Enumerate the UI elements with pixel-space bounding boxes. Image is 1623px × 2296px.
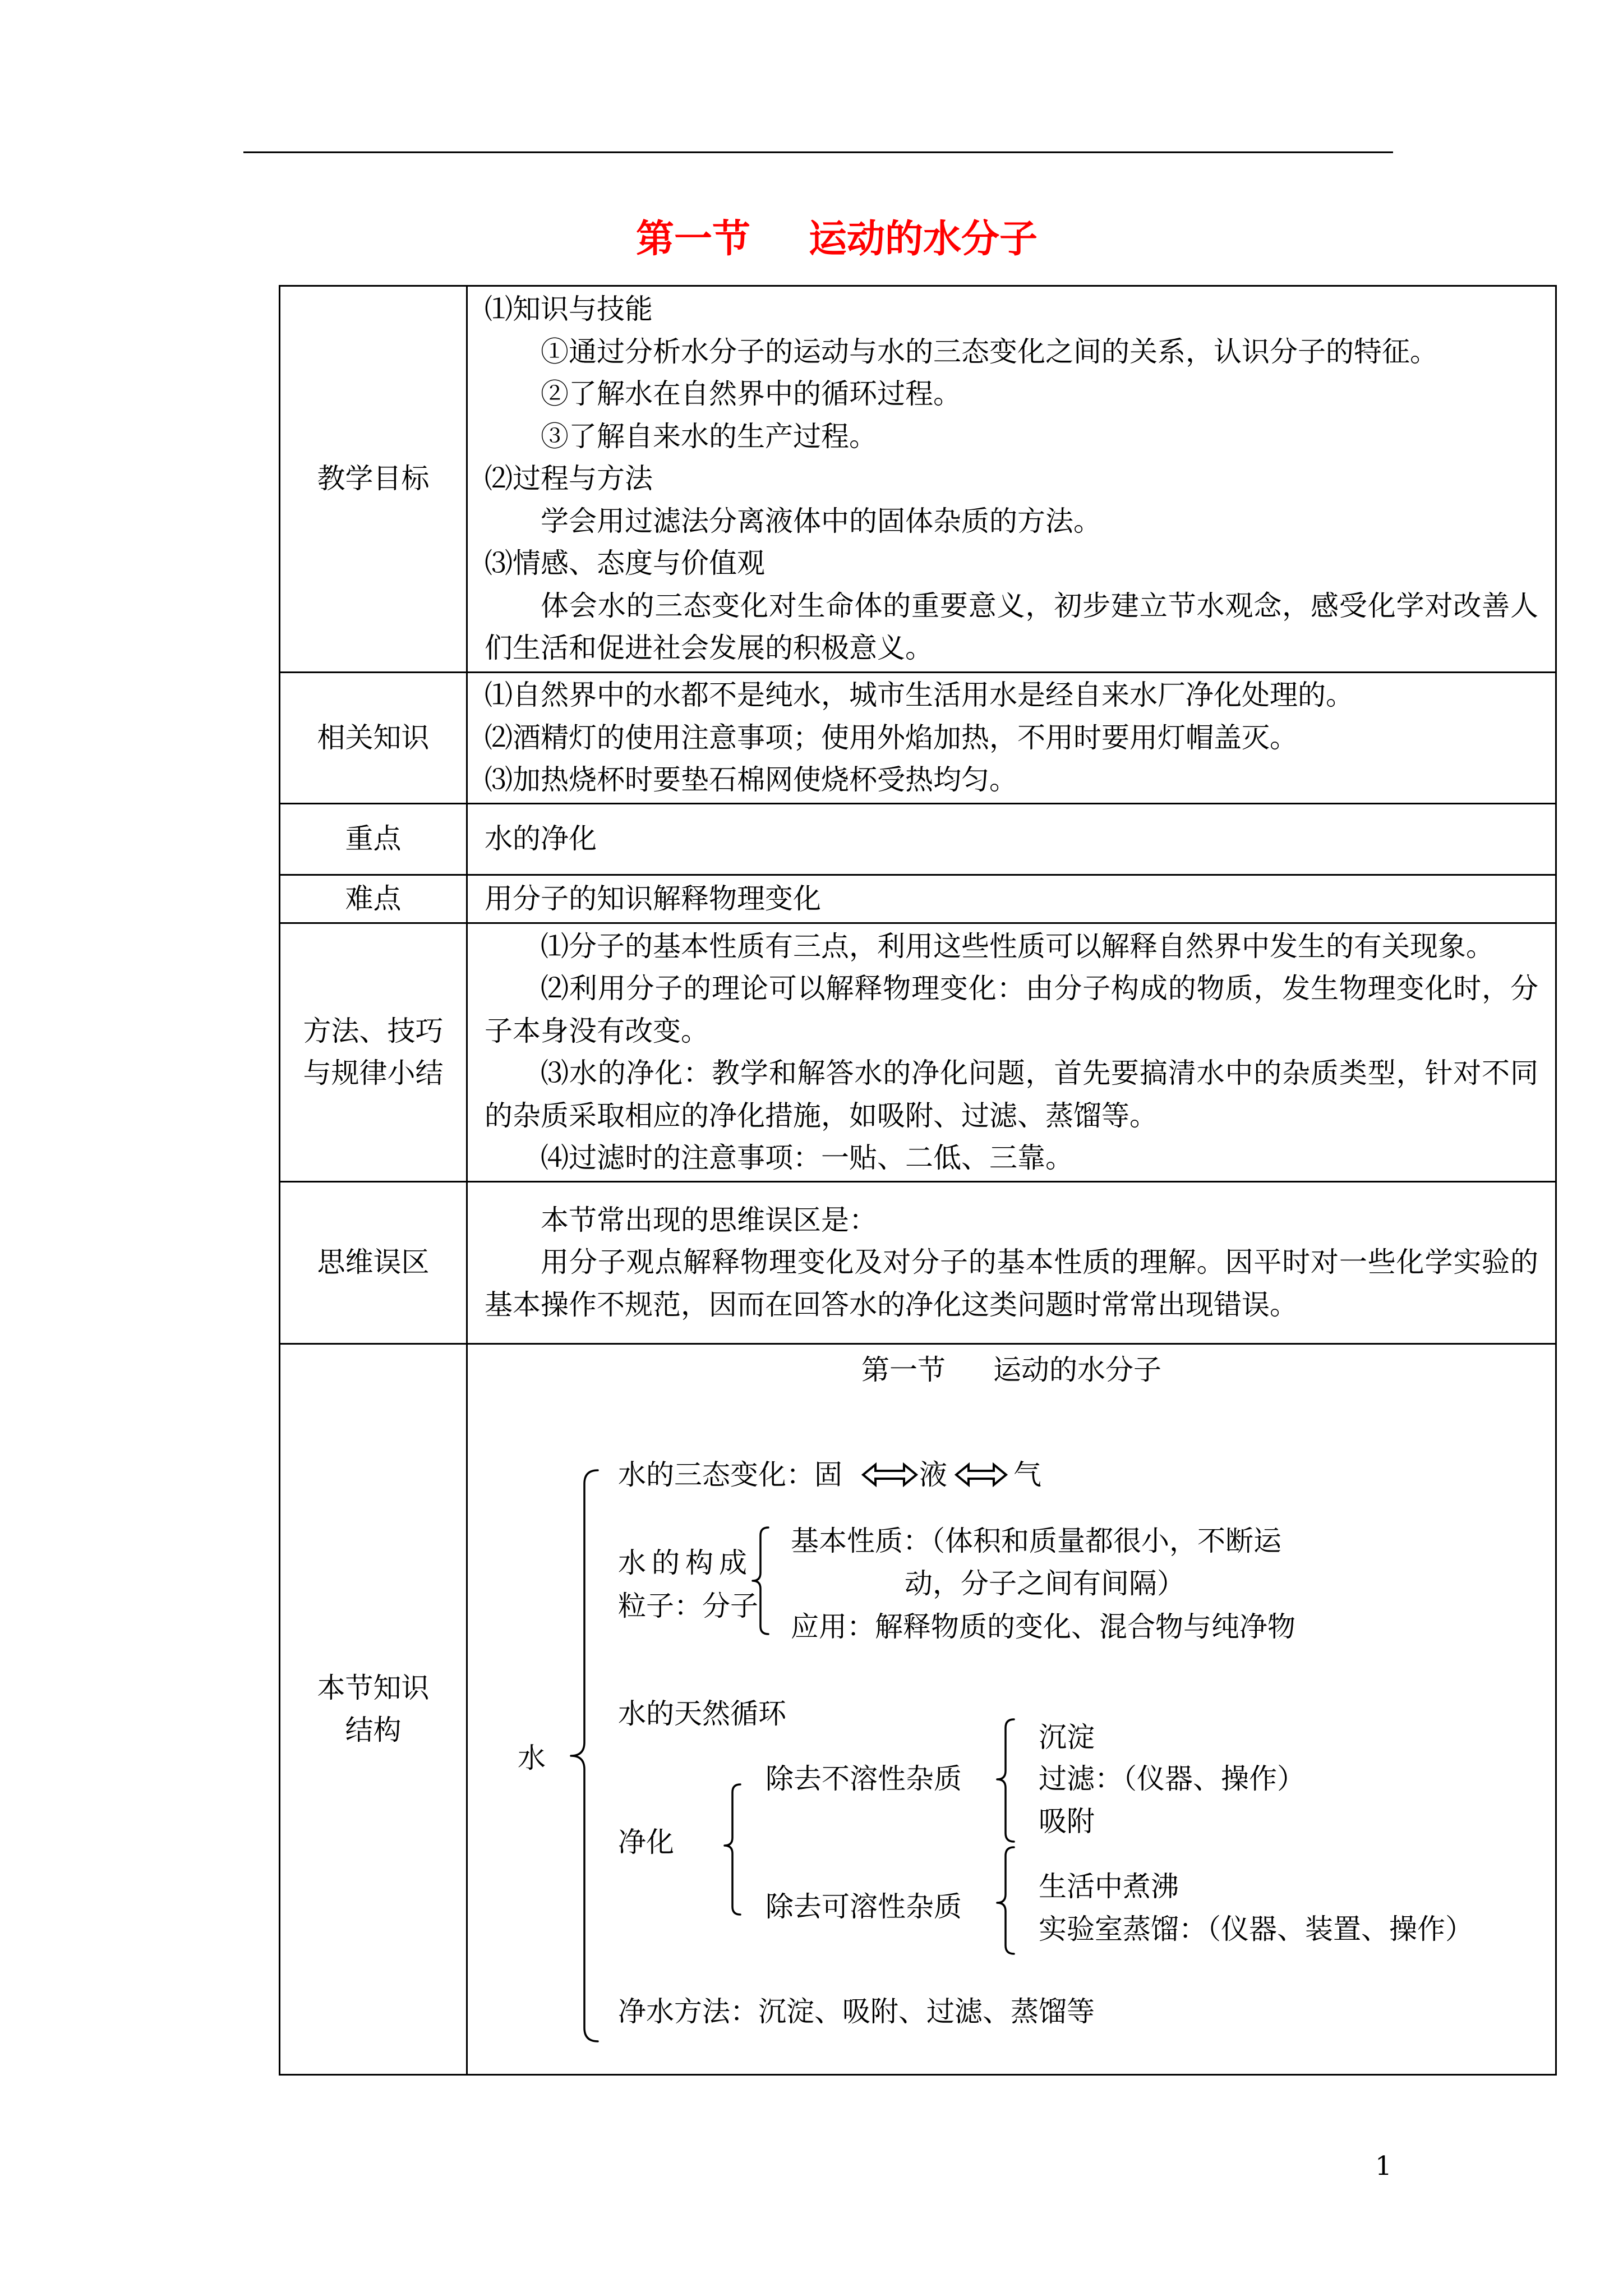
brace-insoluble xyxy=(997,1719,1014,1842)
double-arrow-icon xyxy=(956,1465,1006,1485)
content-paragraph: 水的净化 xyxy=(485,822,597,855)
content-paragraph: ⑵利用分子的理论可以解释物理变化：由分子构成的物质，发生物理变化时，分子本身没有改变。 xyxy=(485,972,1538,1047)
page-number: 1 xyxy=(1375,2151,1392,2182)
content-paragraph: ⑶情感、态度与价值观 xyxy=(485,547,765,580)
structure-heading-name: 运动的水分子 xyxy=(993,1354,1161,1386)
row-key-point xyxy=(280,804,1556,875)
row-related-knowledge xyxy=(280,673,1556,804)
states-prefix: 水的三态变化：固 xyxy=(618,1458,842,1491)
row-label xyxy=(280,673,467,804)
row-label xyxy=(280,875,467,923)
brace-purification xyxy=(725,1784,740,1915)
water-purification-methods: 净水方法：沉淀、吸附、过滤、蒸馏等 xyxy=(618,1995,1095,2028)
soluble-method: 生活中煮沸 xyxy=(1039,1870,1179,1903)
content-paragraph: 学会用过滤法分离液体中的固体杂质的方法。 xyxy=(541,504,1101,537)
state-gas: 气 xyxy=(1013,1458,1041,1491)
content-paragraph: ⑵过程与方法 xyxy=(485,462,653,495)
row-content xyxy=(467,875,1556,923)
double-arrow-icon xyxy=(863,1465,916,1485)
content-paragraph: ⑶水的净化：教学和解答水的净化问题，首先要搞清水中的杂质类型，针对不同的杂质采取相应的净化措施，如吸附、过滤、蒸馏等。 xyxy=(485,1057,1538,1132)
content-paragraph: ⑴知识与技能 xyxy=(485,293,653,326)
particles-label-line1: 水的构成 xyxy=(618,1547,753,1579)
row-content xyxy=(467,1182,1556,1344)
row-label-text: 难点 xyxy=(345,882,402,915)
content-paragraph: 用分子观点解释物理变化及对分子的基本性质的理解。因平时对一些化学实验的基本操作不规范，因而在回答水的净化这类问题时常常出现错误。 xyxy=(485,1246,1538,1321)
structure-root: 水 xyxy=(518,1742,546,1774)
row-content xyxy=(467,286,1556,673)
natural-cycle: 水的天然循环 xyxy=(618,1697,786,1730)
row-label xyxy=(280,286,467,673)
content-paragraph: ⑴自然界中的水都不是纯水，城市生活用水是经自来水厂净化处理的。 xyxy=(485,679,1354,712)
page-title xyxy=(636,217,1038,261)
title-name: 运动的水分子 xyxy=(809,217,1038,261)
content-paragraph: ⑴分子的基本性质有三点，利用这些性质可以解释自然界中发生的有关现象。 xyxy=(541,930,1494,963)
content-paragraph: ⑶加热烧杯时要垫石棉网使烧杯受热均匀。 xyxy=(485,763,1017,797)
particles-application: 应用：解释物质的变化、混合物与纯净物 xyxy=(791,1611,1295,1643)
particles-label-line2: 粒子：分子 xyxy=(618,1590,758,1622)
row-label-text: 相关知识 xyxy=(317,721,430,754)
content-paragraph: 用分子的知识解释物理变化 xyxy=(485,882,821,915)
row-misconceptions xyxy=(280,1182,1556,1344)
row-teaching-objectives xyxy=(280,286,1556,673)
soluble-label: 除去可溶性杂质 xyxy=(766,1890,962,1923)
content-paragraph: ⑷过滤时的注意事项：一贴、二低、三靠。 xyxy=(541,1142,1073,1174)
row-knowledge-structure xyxy=(280,1344,1556,2075)
content-paragraph: ②了解水在自然界中的循环过程。 xyxy=(541,378,961,411)
insoluble-method: 吸附 xyxy=(1039,1805,1095,1838)
content-paragraph: ⑵酒精灯的使用注意事项；使用外焰加热，不用时要用灯帽盖灭。 xyxy=(485,721,1298,754)
content-paragraph: 本节常出现的思维误区是： xyxy=(541,1203,877,1236)
row-content xyxy=(467,804,1556,875)
header-rule xyxy=(243,151,1393,153)
row-content xyxy=(467,673,1556,804)
row-label xyxy=(280,1182,467,1344)
insoluble-method: 沉淀 xyxy=(1039,1721,1095,1754)
brace-soluble xyxy=(997,1847,1014,1954)
row-label xyxy=(280,1344,467,2075)
row-label-text: 方法、技巧 xyxy=(303,1014,444,1047)
structure-heading-section: 第一节 xyxy=(861,1354,946,1386)
knowledge-structure-cell xyxy=(467,1344,1556,2075)
row-label-text: 本节知识 xyxy=(317,1671,430,1704)
row-label-text: 思维误区 xyxy=(317,1246,430,1279)
particles-property-line2: 动，分子之间有间隔） xyxy=(905,1567,1185,1600)
row-label xyxy=(280,804,467,875)
row-methods-summary xyxy=(280,923,1556,1182)
row-label-text: 教学目标 xyxy=(317,462,430,495)
row-content xyxy=(467,923,1556,1182)
row-label-text: 重点 xyxy=(345,822,402,855)
insoluble-method: 过滤：（仪器、操作） xyxy=(1039,1763,1305,1795)
particles-property-line1: 基本性质：（体积和质量都很小，不断运 xyxy=(791,1525,1281,1557)
row-label-text: 与规律小结 xyxy=(303,1057,444,1089)
brace-main xyxy=(571,1470,598,2041)
row-difficult-point xyxy=(280,875,1556,923)
title-section: 第一节 xyxy=(636,217,751,261)
purification-label: 净化 xyxy=(618,1826,674,1858)
content-paragraph: ③了解自来水的生产过程。 xyxy=(541,420,877,453)
state-liquid: 液 xyxy=(919,1458,947,1491)
soluble-method: 实验室蒸馏：（仪器、装置、操作） xyxy=(1039,1913,1473,1945)
lesson-plan-table xyxy=(279,285,1557,2076)
content-paragraph: ①通过分析水分子的运动与水的三态变化之间的关系，认识分子的特征。 xyxy=(541,335,1438,368)
knowledge-structure-diagram xyxy=(468,1345,1555,2072)
row-label xyxy=(280,923,467,1182)
insoluble-label: 除去不溶性杂质 xyxy=(766,1763,962,1795)
content-paragraph: 体会水的三态变化对生命体的重要意义，初步建立节水观念，感受化学对改善人们生活和促进社会发展的积极意义。 xyxy=(485,589,1538,665)
row-label-text: 结构 xyxy=(345,1714,402,1746)
